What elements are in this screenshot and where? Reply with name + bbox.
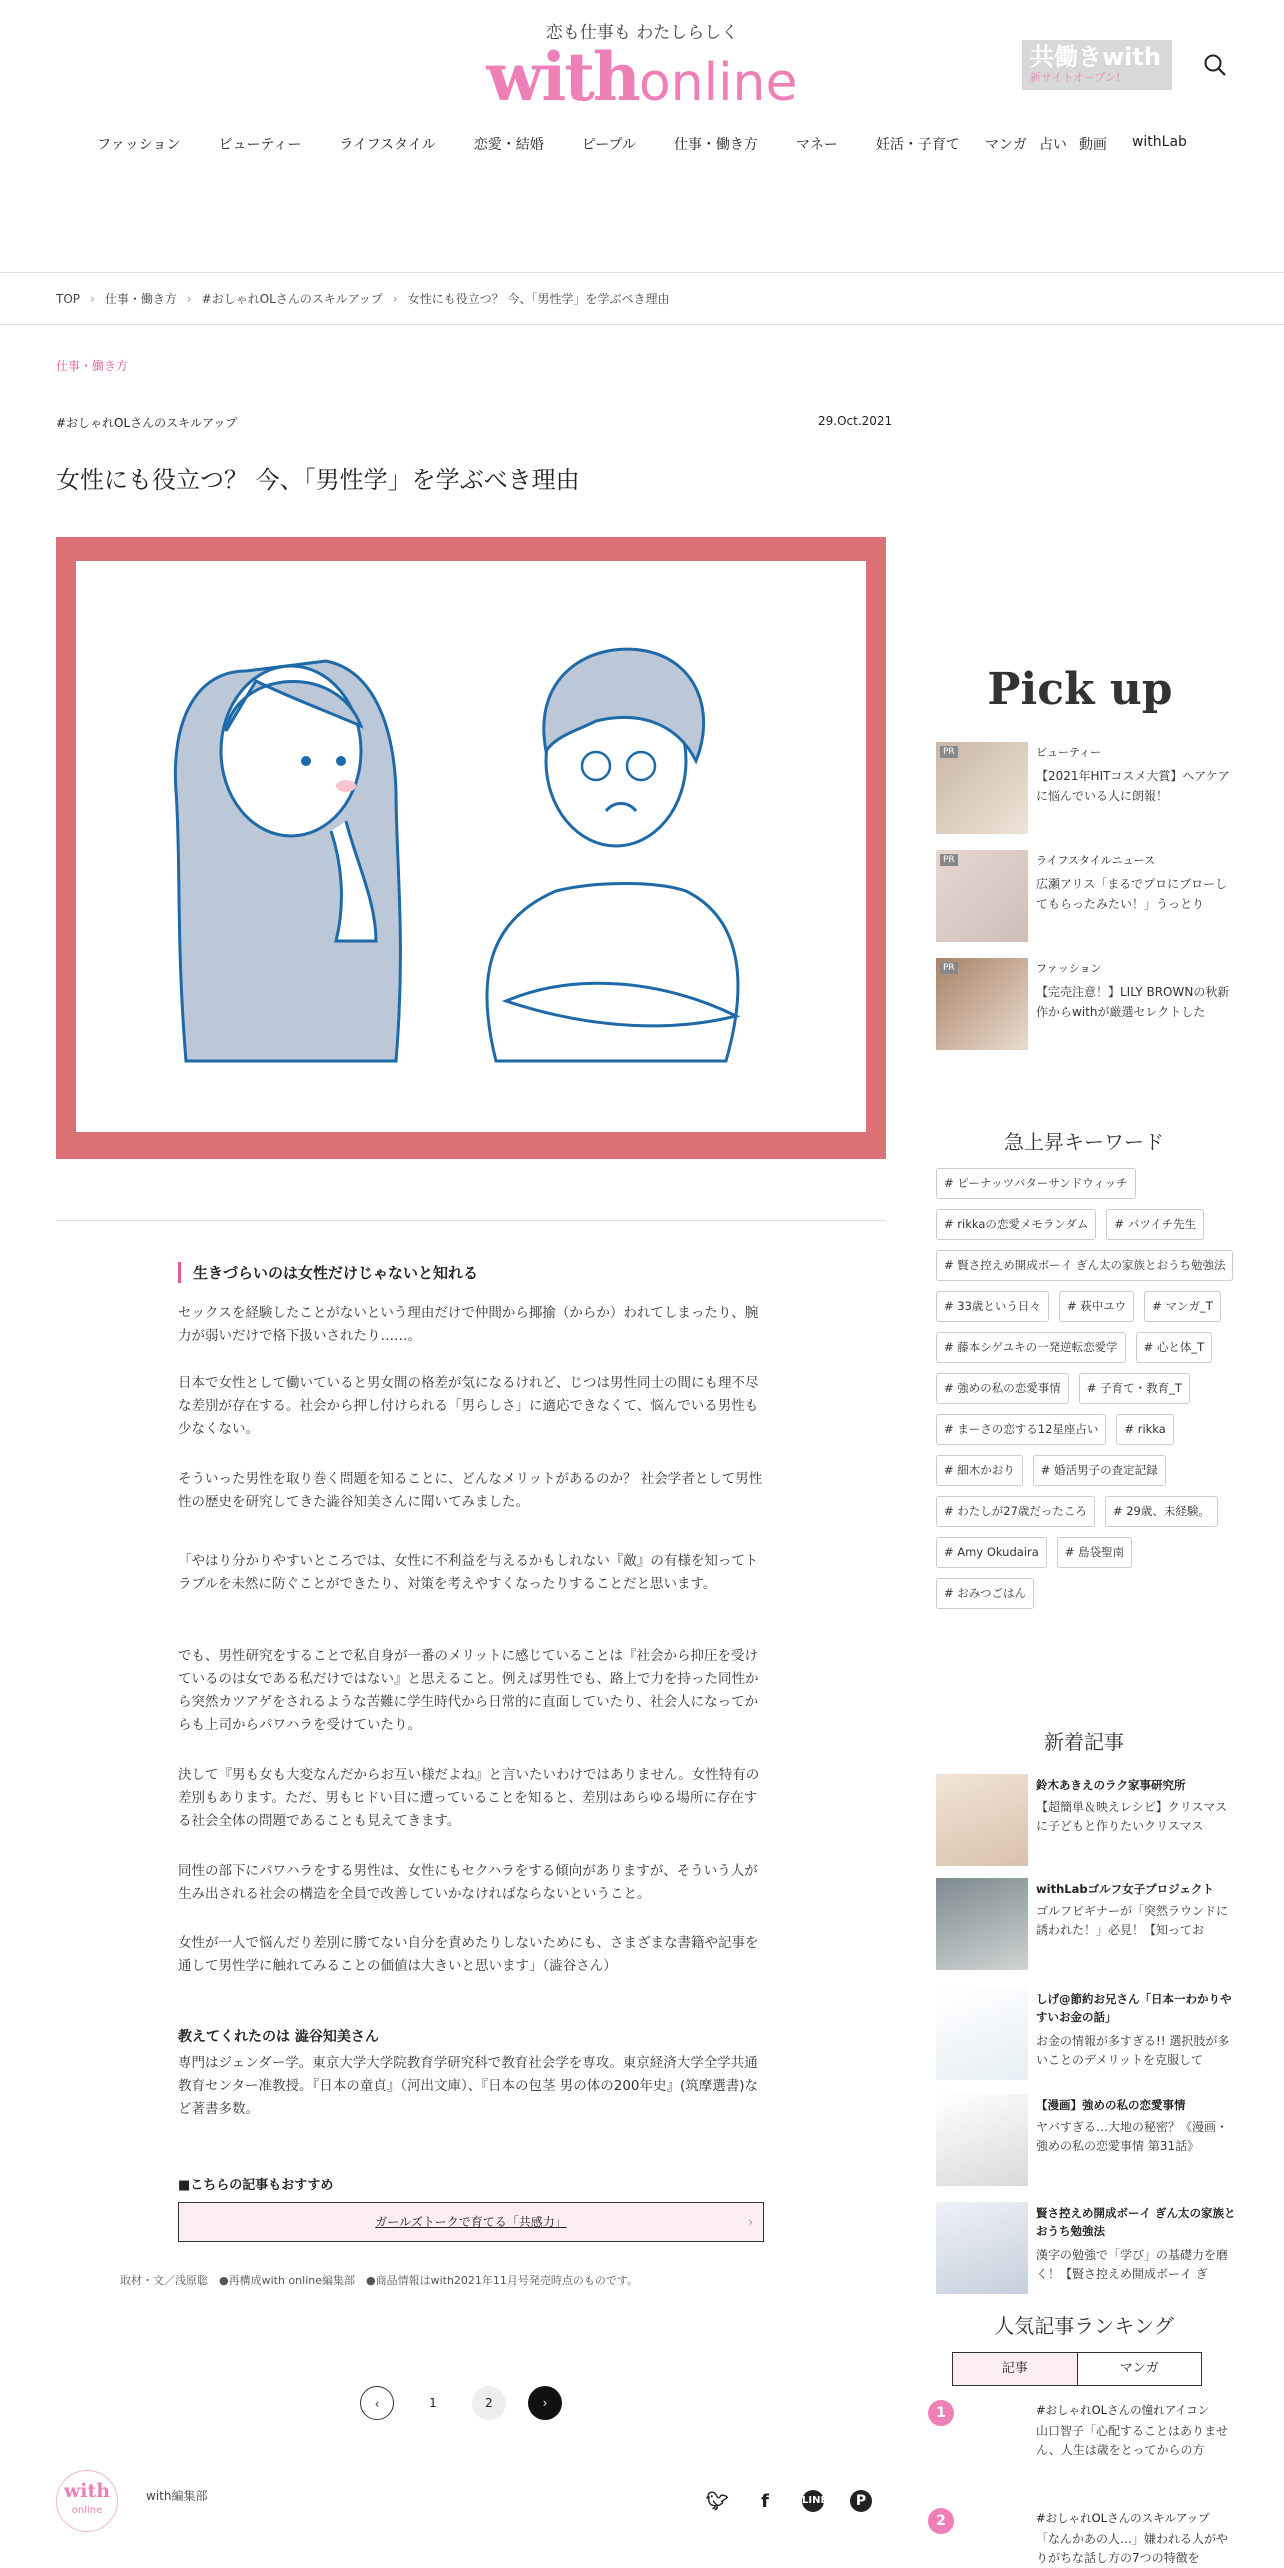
keyword-tag[interactable]: # わたしが27歳だったころ [936,1496,1095,1527]
article-paragraph: でも、男性研究をすることで私自身が一番のメリットに感じていることは『社会から抑圧を受けているのは女である私だけではない』と思えること。例えば男性でも、路上で力を持った同性から突然カツアゲをされるような苦難に学生時代から日常的に直面していたり、社会人になってからも上司からパワハラを受けていたり。 [178,1648,759,1733]
news-thumbnail [936,1988,1028,2080]
breadcrumb: TOP › 仕事・働き方 › #おしゃれOLさんのスキルアップ › 女性にも役立つ？ 今、「男性学」を学ぶべき理由 [56,291,670,306]
keyword-tag[interactable]: # 賢さ控えめ開成ボーイ ぎん太の家族とおうち勉強法 [936,1250,1233,1281]
rank-number: 1 [928,2400,954,2426]
banner-sub: 新サイトオープン! [1030,71,1121,84]
keyword-tag[interactable]: # 萩中ユウ [1059,1291,1134,1322]
keyword-tag[interactable]: # おみつごはん [936,1578,1034,1609]
banner-main: 共働きwith [1030,43,1161,71]
news-category: しげ@節約お兄さん「日本一わかりやすいお金の話」 [1036,1992,1232,2024]
news-thumbnail [936,2202,1028,2294]
illustration-image [76,561,866,1132]
pickup-category: ビューティー [1036,746,1102,759]
nav-item-fortune[interactable]: 占い [1038,137,1067,153]
divider [0,272,1284,273]
expert-heading: 教えてくれたのは 澁谷知美さん [178,2029,379,2045]
news-category: 【漫画】強めの私の恋愛事情 [1036,2098,1186,2112]
keyword-tag[interactable]: # 婚活男子の査定記録 [1033,1455,1166,1486]
news-text: 漢字の勉強で「学び」の基礎力を磨く！【賢さ控えめ開成ボーイ ぎ [1036,2248,1229,2281]
line-icon[interactable]: LINE [802,2490,824,2512]
keyword-tag[interactable]: # 細木かおり [936,1455,1023,1486]
page-2-current[interactable]: 2 [472,2386,506,2420]
news-category: 鈴木あきえのラク家事研究所 [1036,1778,1186,1792]
news-item[interactable] [936,1988,1236,2080]
avatar-main: with [63,2480,111,2502]
facebook-icon[interactable]: f [761,2490,769,2512]
keywords-title: 急上昇キーワード [1004,1130,1164,1154]
keyword-tag[interactable]: # 33歳という日々 [936,1291,1049,1322]
breadcrumb-tag[interactable]: #おしゃれOLさんのスキルアップ [201,292,383,306]
page-1[interactable]: 1 [429,2396,437,2410]
article-title: 女性にも役立つ？ 今、「男性学」を学ぶべき理由 [56,466,580,494]
nav-item-work[interactable]: 仕事・働き方 [673,137,758,153]
search-icon [1202,52,1228,78]
nav-item-lifestyle[interactable]: ライフスタイル [339,137,436,153]
article-paragraph: 「やはり分かりやすいところでは、女性に不利益を与えるかもしれない『敵』の有様を知ってトラブルを未然に防ぐことができたり、対策を考えやすくなったりすることだと思います。 [178,1553,759,1592]
news-text: ゴルフビギナーが「突然ラウンドに誘われた！」必見！【知ってお [1036,1904,1229,1937]
nav-item-withlab[interactable]: withLab [1131,134,1187,150]
avatar-sub: online [71,2505,103,2516]
nav-item-love[interactable]: 恋愛・結婚 [473,137,544,153]
nav-item-money[interactable]: マネー [795,137,838,153]
nav-item-parenting[interactable]: 妊活・子育て [875,137,960,153]
share-buttons [706,2490,872,2512]
keyword-tag[interactable]: # パツイチ先生 [1106,1209,1204,1240]
keyword-list [936,1168,1236,1609]
search-button[interactable] [1202,52,1228,78]
keyword-tag[interactable]: # rikka [1116,1414,1173,1445]
ranking-tabs [952,2352,1202,2386]
recommend-link-text: ガールズトークで育てる「共感力」 [375,2215,567,2229]
pickup-text: 【完売注意！】LILY BROWNの秋新作からwithが厳選セレクトした [1036,985,1230,1019]
pr-badge: PR [940,854,958,866]
news-text: お金の情報が多すぎる!! 選択肢が多いことのデメリットを克服して [1036,2034,1230,2067]
rank-category: #おしゃれOLさんの憧れアイコン [1036,2403,1210,2417]
site-tagline: 恋も仕事も わたしらしく [545,23,739,43]
article-paragraph: 日本で女性として働いていると男女間の格差が気になるけれど、じつは男性同士の間にも理不尽な差別が存在する。社会から押し付けられる「男らしさ」に適応できなくて、悩んでいる男性も少なくない。 [178,1375,759,1437]
keyword-tag[interactable]: # 子育て・教育_T [1079,1373,1190,1404]
nav-item-video[interactable]: 動画 [1078,137,1107,153]
pr-badge: PR [940,962,958,974]
kyobataraki-banner[interactable] [1022,40,1172,90]
news-thumbnail [936,1774,1028,1866]
pr-badge: PR [940,746,958,758]
hero-illustration [56,537,886,1159]
rank-category: #おしゃれOLさんのスキルアップ [1036,2511,1210,2525]
global-nav [0,134,1284,154]
logo-sub: online [638,53,798,113]
section-heading: 生きづらいのは女性だけじゃないと知れる [178,1262,478,1283]
pagination [360,2386,562,2420]
keyword-tag[interactable]: # 強めの私の恋愛事情 [936,1373,1069,1404]
recommend-label: ■こちらの記事もおすすめ [178,2178,334,2193]
rank-number: 2 [928,2508,954,2534]
nav-item-manga[interactable]: マンガ [984,137,1027,153]
author-name[interactable]: with編集部 [146,2489,208,2503]
ranking-title: 人気記事ランキング [994,2314,1174,2338]
nav-item-fashion[interactable]: ファッション [97,137,181,153]
pickup-item[interactable] [936,958,1236,1050]
ranking-item[interactable] [928,2508,1234,2568]
pickup-category: ライフスタイルニュース [1036,854,1156,867]
article-paragraph: 女性が一人で悩んだり差別に勝てない自分を責めたりしないためにも、さまざまな書籍や記事を通して男性学に触れてみることの価値は大きいと思います」（澁谷さん） [178,1935,759,1974]
news-item[interactable] [936,1878,1236,1970]
nav-item-beauty[interactable]: ビューティー [218,137,302,153]
tab-manga[interactable]: マンガ [1119,2361,1159,2376]
pickup-category: ファッション [1036,962,1102,975]
news-category: withLabゴルフ女子プロジェクト [1036,1882,1214,1896]
keyword-tag[interactable]: # ピーナッツバターサンドウィッチ [936,1168,1136,1199]
ranking-item[interactable] [928,2400,1234,2480]
news-item[interactable] [936,2094,1236,2186]
news-title: 新着記事 [1044,1730,1124,1754]
divider [0,324,1284,325]
author-avatar[interactable] [56,2470,118,2532]
article-paragraph: 同性の部下にパワハラをする男性は、女性にもセクハラをする傾向がありますが、そういう人が生み出される社会の構造を全員で改善していかなければならないということ。 [178,1863,758,1902]
pickup-item[interactable] [936,742,1236,834]
recommend-link[interactable] [178,2202,764,2242]
news-item[interactable] [936,1774,1236,1866]
prev-page-button[interactable]: ‹ [360,2386,394,2420]
rank-text: 「なんかあの人…」嫌われる人がやりがちな話し方の7つの特徴を [1036,2532,1229,2565]
keyword-tag[interactable]: # rikkaの恋愛メモランダム [936,1209,1096,1240]
article-category[interactable]: 仕事・働き方 [56,359,129,373]
article-tag[interactable]: #おしゃれOLさんのスキルアップ [56,416,238,430]
article-paragraph: そういった男性を取り巻く問題を知ることに、どんなメリットがあるのか？ 社会学者として男性性の歴史を研究してきた澁谷知美さんに聞いてみました。 [178,1471,763,1510]
pickup-item[interactable] [936,850,1236,942]
chevron-right-icon: › [748,2215,753,2229]
keyword-tag[interactable]: # まーさの恋する12星座占い [936,1414,1106,1445]
pickup-title: Pick up [987,664,1173,715]
keyword-tag[interactable]: # 藤本シゲユキの一発逆転恋愛学 [936,1332,1126,1363]
pinterest-icon[interactable]: P [850,2490,872,2512]
news-category: 賢さ控えめ開成ボーイ ぎん太の家族とおうち勉強法 [1036,2206,1236,2238]
rank-text: 山口智子「心配することはありません、人生は歳をとってからの方 [1036,2424,1229,2457]
news-thumbnail [936,2094,1028,2186]
article-credit: 取材・文／浅原聡 ●再構成with online編集部 ●商品情報はwith2021年11月号発売時点のものです。 [120,2274,639,2287]
keyword-tag[interactable]: # マンガ_T [1144,1291,1221,1322]
article-paragraph: セックスを経験したことがないという理由だけで仲間から揶揄（からか）われてしまったり、腕力が弱いだけで格下扱いされたり……。 [178,1305,759,1344]
logo-main: with [486,38,639,116]
breadcrumb-category[interactable]: 仕事・働き方 [104,292,177,306]
breadcrumb-current: 女性にも役立つ？ 今、「男性学」を学ぶべき理由 [407,292,670,306]
article-paragraph: 決して『男も女も大変なんだからお互い様だよね』と言いたいわけではありません。女性特有の差別もあります。ただ、男もヒドい目に遭っていることを知ると、差別はあらゆる場所に存在する社会全体の問題であることも見えてきます。 [178,1767,760,1829]
news-item[interactable] [936,2202,1236,2294]
breadcrumb-top[interactable]: TOP [56,291,81,306]
pickup-text: 広瀬アリス「まるでプロにブローしてもらったみたい！」うっとり [1036,877,1228,911]
nav-item-people[interactable]: ピープル [581,137,636,153]
twitter-icon[interactable]: 🐦︎ [706,2490,729,2512]
keyword-tag[interactable]: # 29歳、未経験。 [1105,1496,1218,1527]
news-thumbnail [936,1878,1028,1970]
news-text: ヤバすぎる…大地の秘密？《漫画・強めの私の恋愛事情 第31話》 [1036,2120,1229,2153]
keyword-tag[interactable]: # 心と体_T [1136,1332,1213,1363]
pickup-text: 【2021年HITコスメ大賞】ヘアケアに悩んでいる人に朗報！ [1036,769,1230,803]
divider [56,1220,886,1221]
article-date: 29.Oct.2021 [818,414,893,428]
keyword-tag[interactable]: # 島袋聖南 [1057,1537,1132,1568]
keyword-tag[interactable]: # Amy Okudaira [936,1537,1047,1568]
next-page-button[interactable]: › [528,2386,562,2420]
tab-articles[interactable]: 記事 [953,2353,1078,2385]
news-text: 【超簡単＆映えレシピ】クリスマスに子どもと作りたいクリスマス [1036,1800,1228,1833]
expert-bio: 専門はジェンダー学。東京大学大学院教育学研究科で教育社会学を専攻。東京経済大学全学共通教育センター准教授。『日本の童貞』（河出文庫）、『日本の包茎 男の体の200年史』(筑摩選書)など著書多数。 [178,2055,759,2117]
